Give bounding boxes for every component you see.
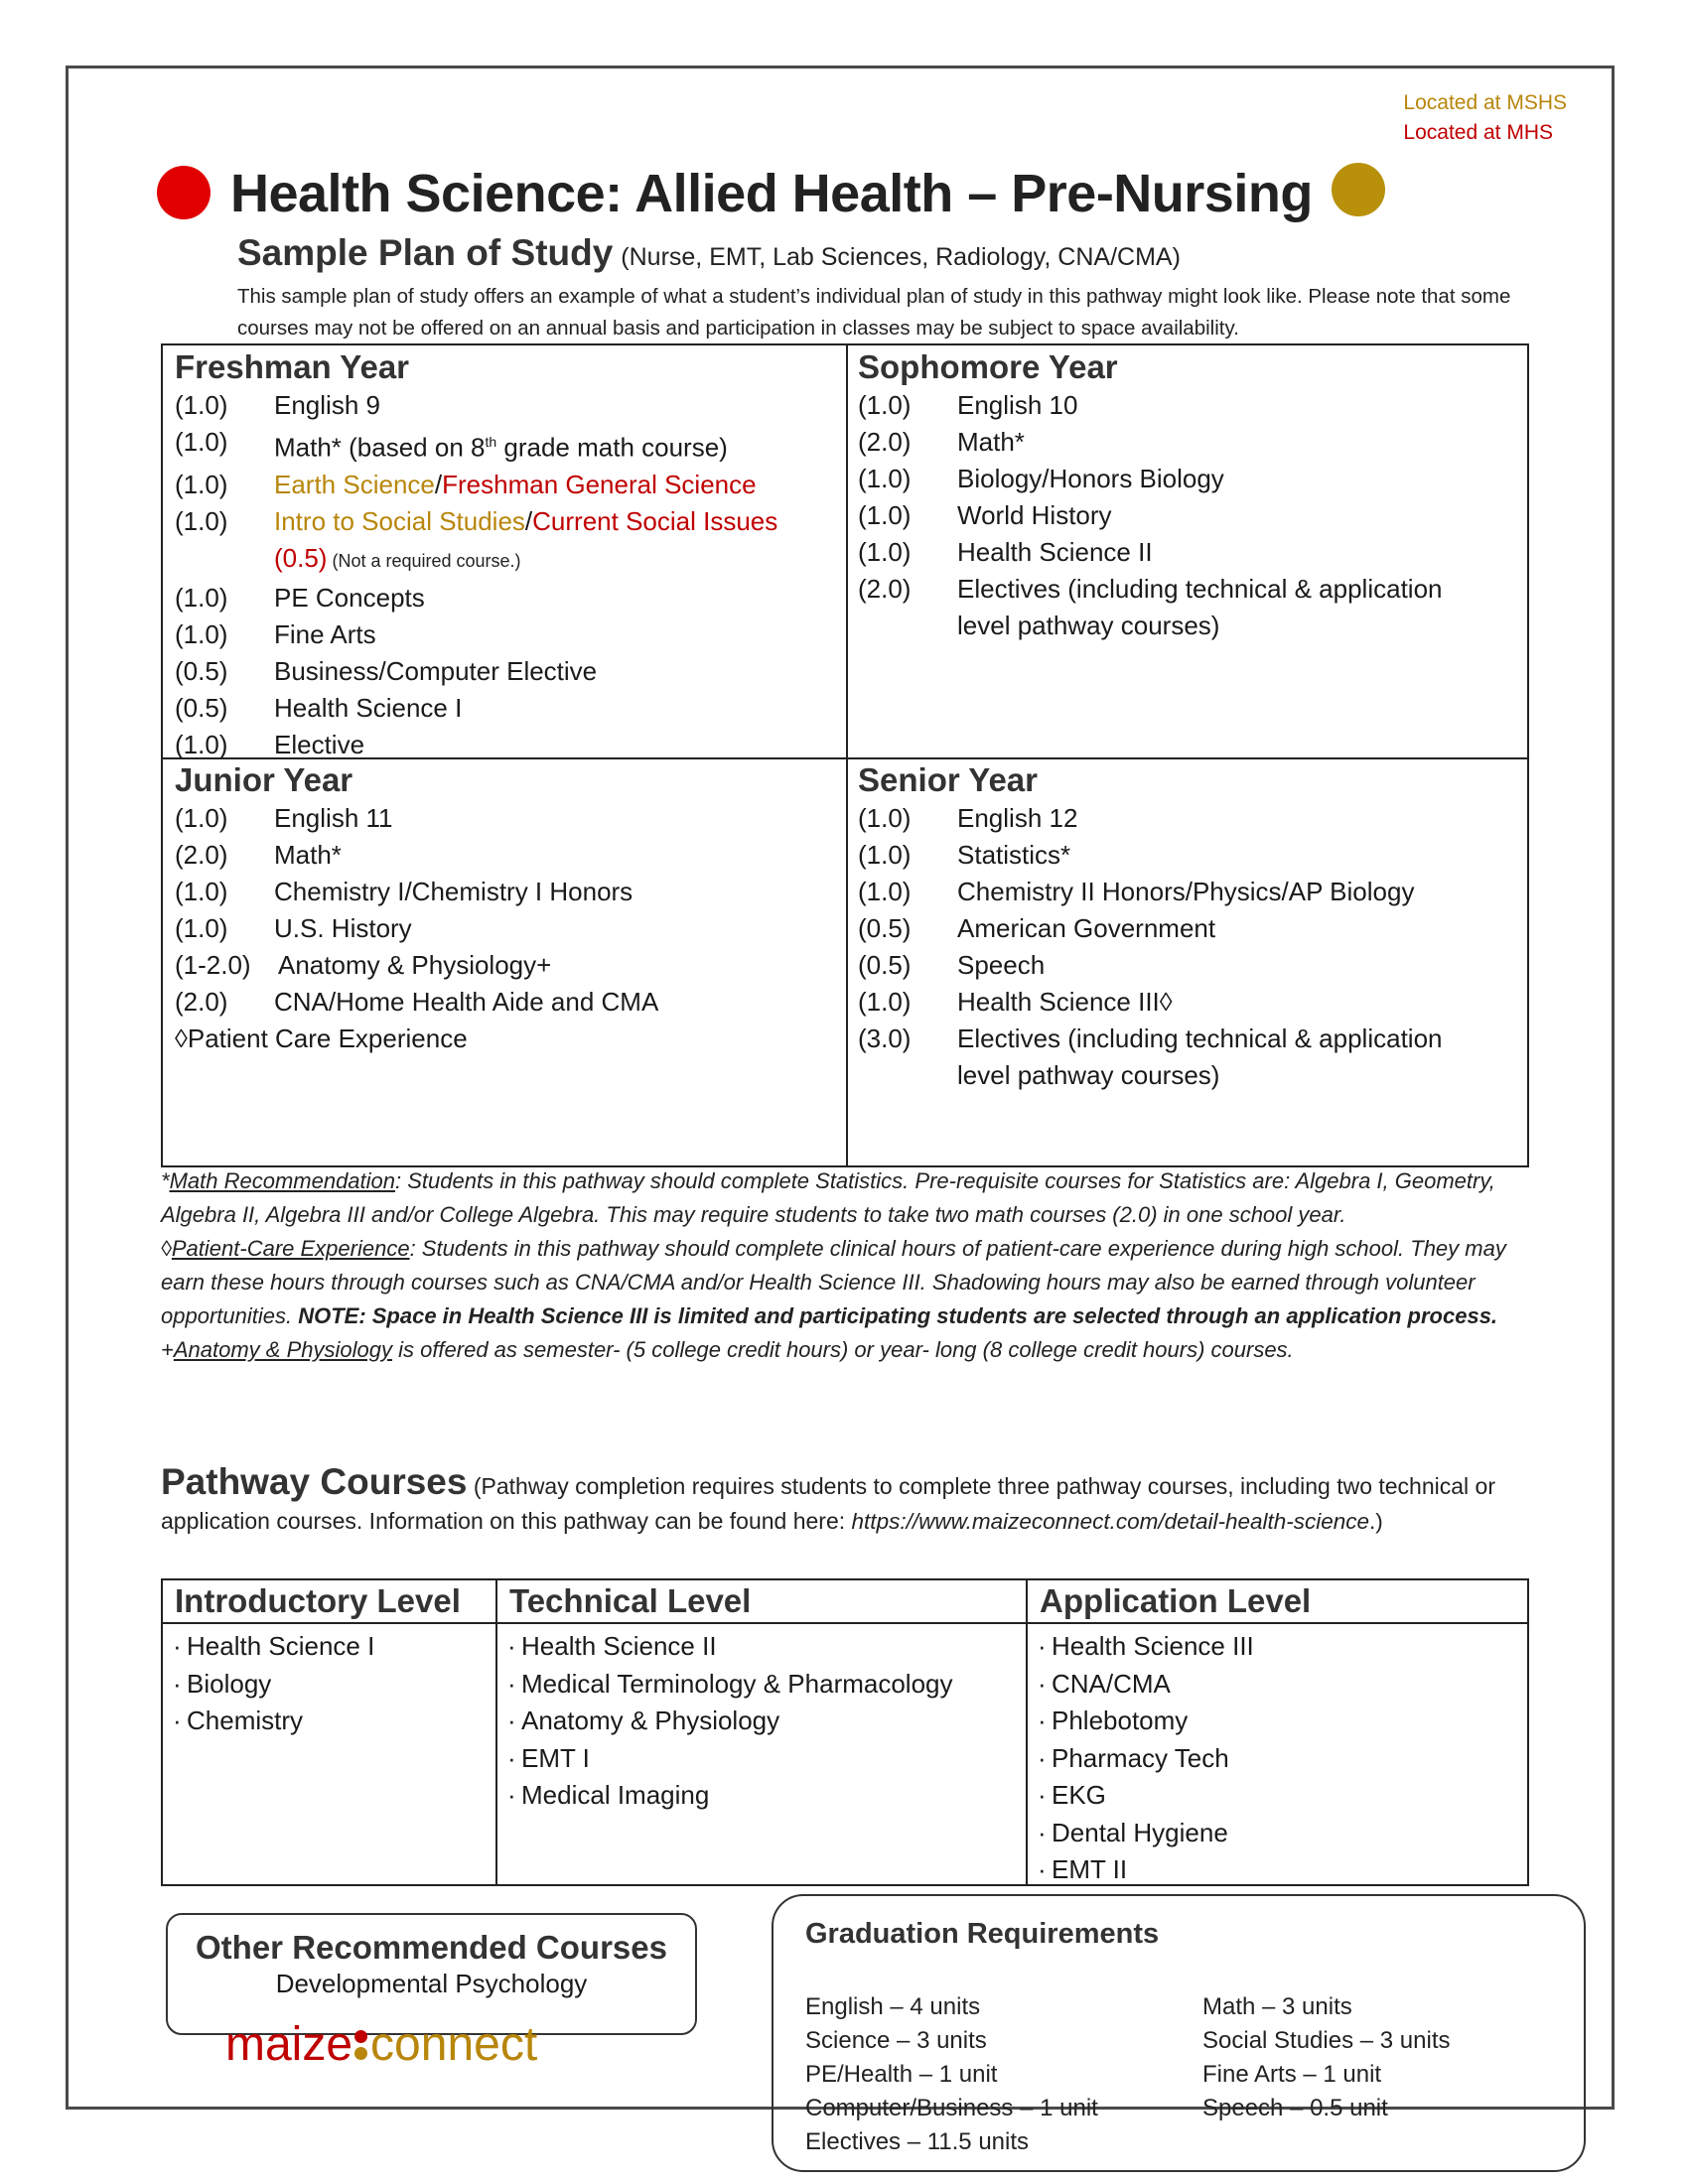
logo-dots-icon (354, 2028, 368, 2062)
introductory-column (163, 1580, 495, 1884)
bullet-icon: · (507, 1742, 516, 1773)
course-row (175, 947, 840, 984)
note-marker: ◊ (161, 1236, 172, 1261)
pathway-heading: Pathway Courses (161, 1461, 468, 1502)
pathway-course: EMT II (1052, 1854, 1128, 1884)
course-name: English 12 (957, 803, 1078, 833)
course-row (858, 910, 1523, 947)
list-item (507, 1777, 1028, 1815)
course-row (175, 874, 840, 910)
graduation-requirements-box (772, 1894, 1586, 2172)
legend-mhs: Located at MHS (1403, 121, 1553, 144)
mhs-course: Freshman General Science (442, 469, 757, 499)
requirement: Social Studies – 3 units (1202, 2027, 1451, 2054)
math-recommendation-note (161, 1164, 1551, 1232)
bullet-icon: · (1038, 1742, 1047, 1773)
bullet-icon: · (1038, 1854, 1047, 1884)
senior-heading: Senior Year (858, 761, 1039, 798)
course-row (175, 653, 840, 690)
course-name: Statistics* (957, 840, 1071, 870)
course-row (858, 387, 1523, 424)
pathway-course: Health Science III (1052, 1631, 1254, 1661)
course-credit: (0.5) (175, 655, 228, 686)
list-item (173, 1666, 495, 1704)
course-name: English 10 (957, 390, 1078, 420)
course-credit: (1.0) (175, 913, 228, 943)
logo-text-maize: maize (225, 2018, 353, 2071)
bullet-icon: · (173, 1631, 182, 1661)
course-row (858, 534, 1523, 571)
course-name: Health Science III◊ (957, 987, 1173, 1017)
list-item (1038, 1703, 1529, 1740)
note-text: : Students in this pathway should complete clinical hours of patient-care experience during high school. They may earn these hours through courses such as CNA/CMA and/or Health Science III. Shadowing hours may also be earned through volunteer opportunities. (161, 1236, 1506, 1328)
course-credit: (2.0) (858, 574, 912, 604)
requirement: Science – 3 units (805, 2027, 987, 2054)
not-required-note: (Not a required course.) (327, 550, 521, 571)
list-item (1038, 1815, 1529, 1852)
math-text-rest: grade math course) (496, 432, 728, 463)
course-row (175, 387, 840, 424)
course-row (858, 800, 1523, 837)
course-credit: (2.0) (858, 427, 912, 457)
course-name: American Government (957, 913, 1216, 943)
patient-care-note (161, 1232, 1551, 1333)
pathway-table (161, 1578, 1529, 1886)
patient-care-experience: ◊Patient Care Experience (175, 1024, 468, 1053)
note-label: Math Recommendation (169, 1168, 396, 1193)
bullet-icon: · (1038, 1780, 1047, 1810)
pathway-course: Chemistry (187, 1706, 304, 1735)
course-row (858, 608, 1523, 644)
footnotes (161, 1164, 1551, 1367)
course-credit: (1.0) (175, 427, 228, 457)
course-row (175, 837, 840, 874)
separator: / (524, 505, 533, 536)
requirement: English – 4 units (805, 1993, 981, 2020)
course-credit: (1.0) (175, 390, 228, 420)
course-name: English 11 (274, 803, 393, 833)
course-credit: (1.0) (858, 464, 912, 493)
course-credit: (1.0) (858, 877, 912, 906)
list-item (1038, 1851, 1529, 1889)
sophomore-heading: Sophomore Year (858, 348, 1118, 385)
course-credit: (1.0) (858, 803, 912, 833)
bullet-icon: · (1038, 1817, 1047, 1847)
list-item (1038, 1628, 1529, 1666)
maizeconnect-logo (225, 2017, 537, 2072)
bullet-icon: · (1038, 1668, 1047, 1699)
technical-column (495, 1580, 1028, 1884)
pathway-course: Medical Terminology & Pharmacology (521, 1668, 953, 1699)
pathway-course: Health Science II (521, 1631, 717, 1661)
course-row (858, 461, 1523, 497)
bullet-icon: · (507, 1668, 516, 1699)
course-credit: (1.0) (175, 618, 228, 649)
note-label: Anatomy & Physiology (173, 1337, 392, 1362)
course-row (858, 497, 1523, 534)
course-name: Anatomy & Physiology+ (278, 950, 552, 980)
pathway-description: (Pathway completion requires students to complete three pathway courses, including two technical or application courses. Information on this pathway can be found here: (161, 1473, 1495, 1534)
note-text: is offered as semester- (5 college credit hours) or year- long (8 college credit hours) courses. (391, 1337, 1294, 1362)
sophomore-year (858, 347, 1523, 644)
course-name: Elective (274, 729, 365, 759)
pathway-course: Biology (187, 1668, 272, 1699)
course-name: level pathway courses) (957, 611, 1220, 640)
mshs-course: Earth Science (274, 469, 435, 499)
course-credit: (1.0) (175, 582, 228, 613)
note-label: Patient-Care Experience (171, 1236, 410, 1261)
course-row (175, 690, 840, 727)
course-row (175, 540, 840, 580)
list-item (507, 1666, 1028, 1704)
note-text: : Students in this pathway should complete Statistics. Pre-requisite courses for Statistics are: Algebra I, Geometry, Algebra II, Algebra III and/or College Algebra. This may require students to take two math courses (2.0) in one school year. (161, 1168, 1495, 1227)
logo-text-connect: connect (370, 2018, 538, 2071)
course-row (858, 874, 1523, 910)
course-name: Electives (including technical & application (957, 574, 1443, 604)
course-row (858, 424, 1523, 461)
list-item (173, 1703, 495, 1740)
course-credit: (1.0) (858, 987, 912, 1017)
course-row (858, 1057, 1523, 1094)
course-name (274, 467, 840, 503)
mhs-credit: (0.5) (274, 542, 328, 573)
page-title: Health Science: Allied Health – Pre-Nursing (230, 164, 1313, 223)
subtitle (237, 232, 1181, 274)
junior-heading: Junior Year (175, 761, 353, 798)
subtitle-main: Sample Plan of Study (237, 232, 614, 273)
course-name: level pathway courses) (957, 1060, 1220, 1090)
other-recommended-heading: Other Recommended Courses (196, 1929, 667, 1966)
course-credit: (1.0) (175, 469, 228, 499)
grid-divider-vertical (846, 345, 848, 1165)
course-credit: (1.0) (175, 803, 228, 833)
pathway-course: Dental Hygiene (1052, 1817, 1228, 1847)
course-name: Electives (including technical & application (957, 1024, 1443, 1053)
course-credit: (2.0) (175, 987, 228, 1017)
course-row (175, 984, 840, 1021)
graduation-column-left (805, 1990, 1098, 2159)
application-column (1026, 1580, 1529, 1884)
requirement: Fine Arts – 1 unit (1202, 2061, 1382, 2088)
note-bold-text: NOTE: Space in Health Science III is limited and participating students are selected through an application process. (298, 1303, 1498, 1328)
pathway-courses-intro (161, 1461, 1571, 1539)
course-credit: (1.0) (175, 877, 228, 906)
math-text: Math* (based on 8 (274, 432, 486, 463)
freshman-heading: Freshman Year (175, 348, 410, 385)
note-marker: * (161, 1168, 170, 1193)
year-grid (161, 343, 1529, 1167)
course-credit: (3.0) (858, 1024, 912, 1053)
intro-paragraph: This sample plan of study offers an example of what a student’s individual plan of study in this pathway might look like. Please note that some courses may not be offered on an annual basis and participation in classes may be subject to space availability. (237, 285, 1511, 340)
course-row (858, 984, 1523, 1021)
course-credit: (1.0) (858, 500, 912, 530)
course-row (175, 910, 840, 947)
course-row (175, 800, 840, 837)
course-credit: (1.0) (175, 729, 228, 759)
requirement: Electives – 11.5 units (805, 2128, 1030, 2155)
course-credit (175, 540, 274, 580)
requirement: Speech – 0.5 unit (1202, 2095, 1388, 2121)
course-credit (858, 1057, 957, 1094)
technical-heading: Technical Level (497, 1580, 1028, 1624)
course-credit: (1.0) (858, 840, 912, 870)
course-credit: (1.0) (858, 390, 912, 420)
course-credit: (2.0) (175, 840, 228, 870)
pathway-course: CNA/CMA (1052, 1668, 1171, 1699)
course-row (175, 580, 840, 616)
bullet-icon: · (173, 1706, 182, 1735)
course-name: Health Science II (957, 537, 1153, 567)
pathway-course: Pharmacy Tech (1052, 1742, 1229, 1773)
pathway-course: EMT I (521, 1742, 590, 1773)
course-credit: (1.0) (175, 505, 228, 536)
course-row (858, 1021, 1523, 1057)
course-name: World History (957, 500, 1112, 530)
course-name: Biology/Honors Biology (957, 464, 1224, 493)
junior-year (175, 760, 840, 1057)
pathway-link[interactable]: https://www.maizeconnect.com/detail-health-science (851, 1509, 1370, 1534)
course-name: Health Science I (274, 692, 463, 723)
course-row (175, 424, 840, 467)
anatomy-note (161, 1333, 1551, 1367)
course-row (175, 1021, 840, 1057)
course-name: Math* (274, 840, 342, 870)
course-name: Math* (957, 427, 1025, 457)
list-item (173, 1628, 495, 1666)
course-name (274, 503, 840, 540)
red-dot-icon (157, 166, 211, 219)
course-name: Fine Arts (274, 618, 376, 649)
course-name: Speech (957, 950, 1046, 980)
list-item (1038, 1740, 1529, 1778)
list-item (507, 1740, 1028, 1778)
course-credit: (1-2.0) (175, 950, 251, 980)
bullet-icon: · (507, 1631, 516, 1661)
page-frame (66, 66, 1615, 2155)
requirement: PE/Health – 1 unit (805, 2061, 998, 2088)
pathway-course: Anatomy & Physiology (521, 1706, 780, 1735)
note-marker: + (161, 1337, 174, 1362)
pathway-course: EKG (1052, 1780, 1106, 1810)
course-credit: (0.5) (858, 950, 912, 980)
senior-year (858, 760, 1523, 1094)
requirement: Math – 3 units (1202, 1993, 1352, 2020)
bullet-icon: · (507, 1780, 516, 1810)
bullet-icon: · (507, 1706, 516, 1735)
course-credit (858, 608, 957, 644)
application-heading: Application Level (1028, 1580, 1529, 1624)
course-row (858, 947, 1523, 984)
freshman-year (175, 347, 840, 763)
course-note (274, 540, 840, 580)
course-row (858, 571, 1523, 608)
ordinal-suffix: th (485, 434, 497, 450)
course-name: Chemistry II Honors/Physics/AP Biology (957, 877, 1415, 906)
course-credit: (0.5) (858, 913, 912, 943)
list-item (507, 1628, 1028, 1666)
mshs-course: Intro to Social Studies (274, 505, 525, 536)
course-name (274, 424, 840, 467)
bullet-icon: · (1038, 1706, 1047, 1735)
course-credit: (1.0) (858, 537, 912, 567)
graduation-column-right (1202, 1990, 1450, 2125)
course-row (858, 837, 1523, 874)
graduation-heading: Graduation Requirements (805, 1918, 1160, 1950)
course-name: Chemistry I/Chemistry I Honors (274, 877, 633, 906)
course-name: English 9 (274, 390, 380, 420)
bullet-icon: · (173, 1668, 182, 1699)
bullet-icon: · (1038, 1631, 1047, 1661)
other-recommended-course: Developmental Psychology (275, 1969, 588, 1998)
pathway-course: Health Science I (187, 1631, 375, 1661)
course-name: PE Concepts (274, 582, 425, 613)
course-credit: (0.5) (175, 692, 228, 723)
subtitle-careers: (Nurse, EMT, Lab Sciences, Radiology, CNA/CMA) (621, 243, 1181, 271)
course-row (175, 616, 840, 653)
course-name: CNA/Home Health Aide and CMA (274, 987, 659, 1017)
course-row (175, 727, 840, 763)
mhs-course: Current Social Issues (532, 505, 778, 536)
pathway-course: Medical Imaging (521, 1780, 710, 1810)
requirement: Computer/Business – 1 unit (805, 2095, 1098, 2121)
pathway-close: .) (1369, 1509, 1383, 1534)
legend-mshs: Located at MSHS (1403, 91, 1567, 114)
course-row (175, 503, 840, 540)
introductory-heading: Introductory Level (163, 1580, 495, 1624)
location-legend (1403, 88, 1567, 148)
list-item (1038, 1777, 1529, 1815)
gold-dot-icon (1332, 163, 1385, 216)
list-item (1038, 1666, 1529, 1704)
separator: / (434, 469, 443, 499)
course-name: Business/Computer Elective (274, 655, 598, 686)
list-item (507, 1703, 1028, 1740)
course-row (175, 467, 840, 503)
pathway-course: Phlebotomy (1052, 1706, 1189, 1735)
course-name: U.S. History (274, 913, 412, 943)
